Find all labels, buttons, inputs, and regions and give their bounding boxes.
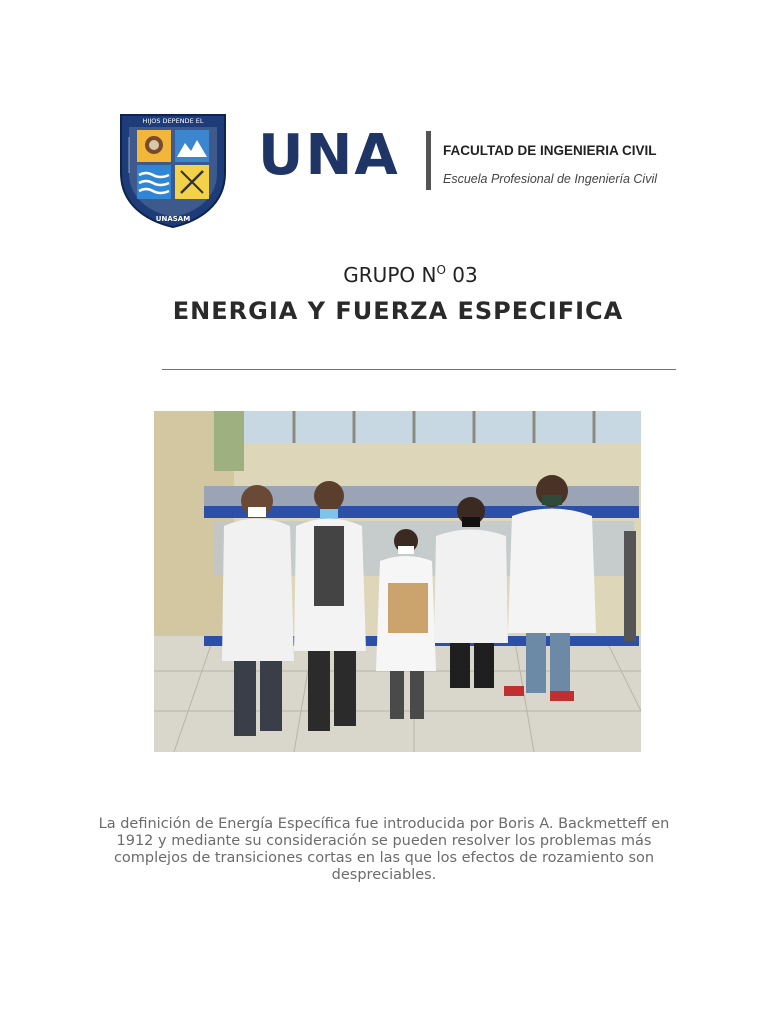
group-photo	[154, 411, 641, 752]
faculty-name: FACULTAD DE INGENIERIA CIVIL	[443, 143, 657, 158]
crest-bottom-text: UNASAM	[155, 215, 191, 223]
intro-paragraph: La definición de Energía Específica fue introducida por Boris A. Backmetteff en 1912 y mediante su consideración se pueden resolver los problemas más complejos de transiciones cortas en las que los efectos de rozamiento son despreciables.	[98, 816, 670, 883]
group-number	[0, 263, 768, 287]
header-divider	[426, 131, 431, 190]
title-underline-divider	[162, 369, 676, 370]
group-value: 03	[445, 263, 478, 287]
group-superscript: O	[436, 263, 446, 277]
crest-top-text: HIJOS DEPENDE EL	[142, 117, 204, 125]
university-crest-icon	[119, 113, 227, 229]
group-prefix: GRUPO N	[343, 263, 437, 287]
document-title: ENERGIA Y FUERZA ESPECIFICA	[172, 297, 624, 325]
school-name: Escuela Profesional de Ingeniería Civil	[443, 172, 658, 186]
university-logo-text: UNA	[258, 123, 400, 188]
